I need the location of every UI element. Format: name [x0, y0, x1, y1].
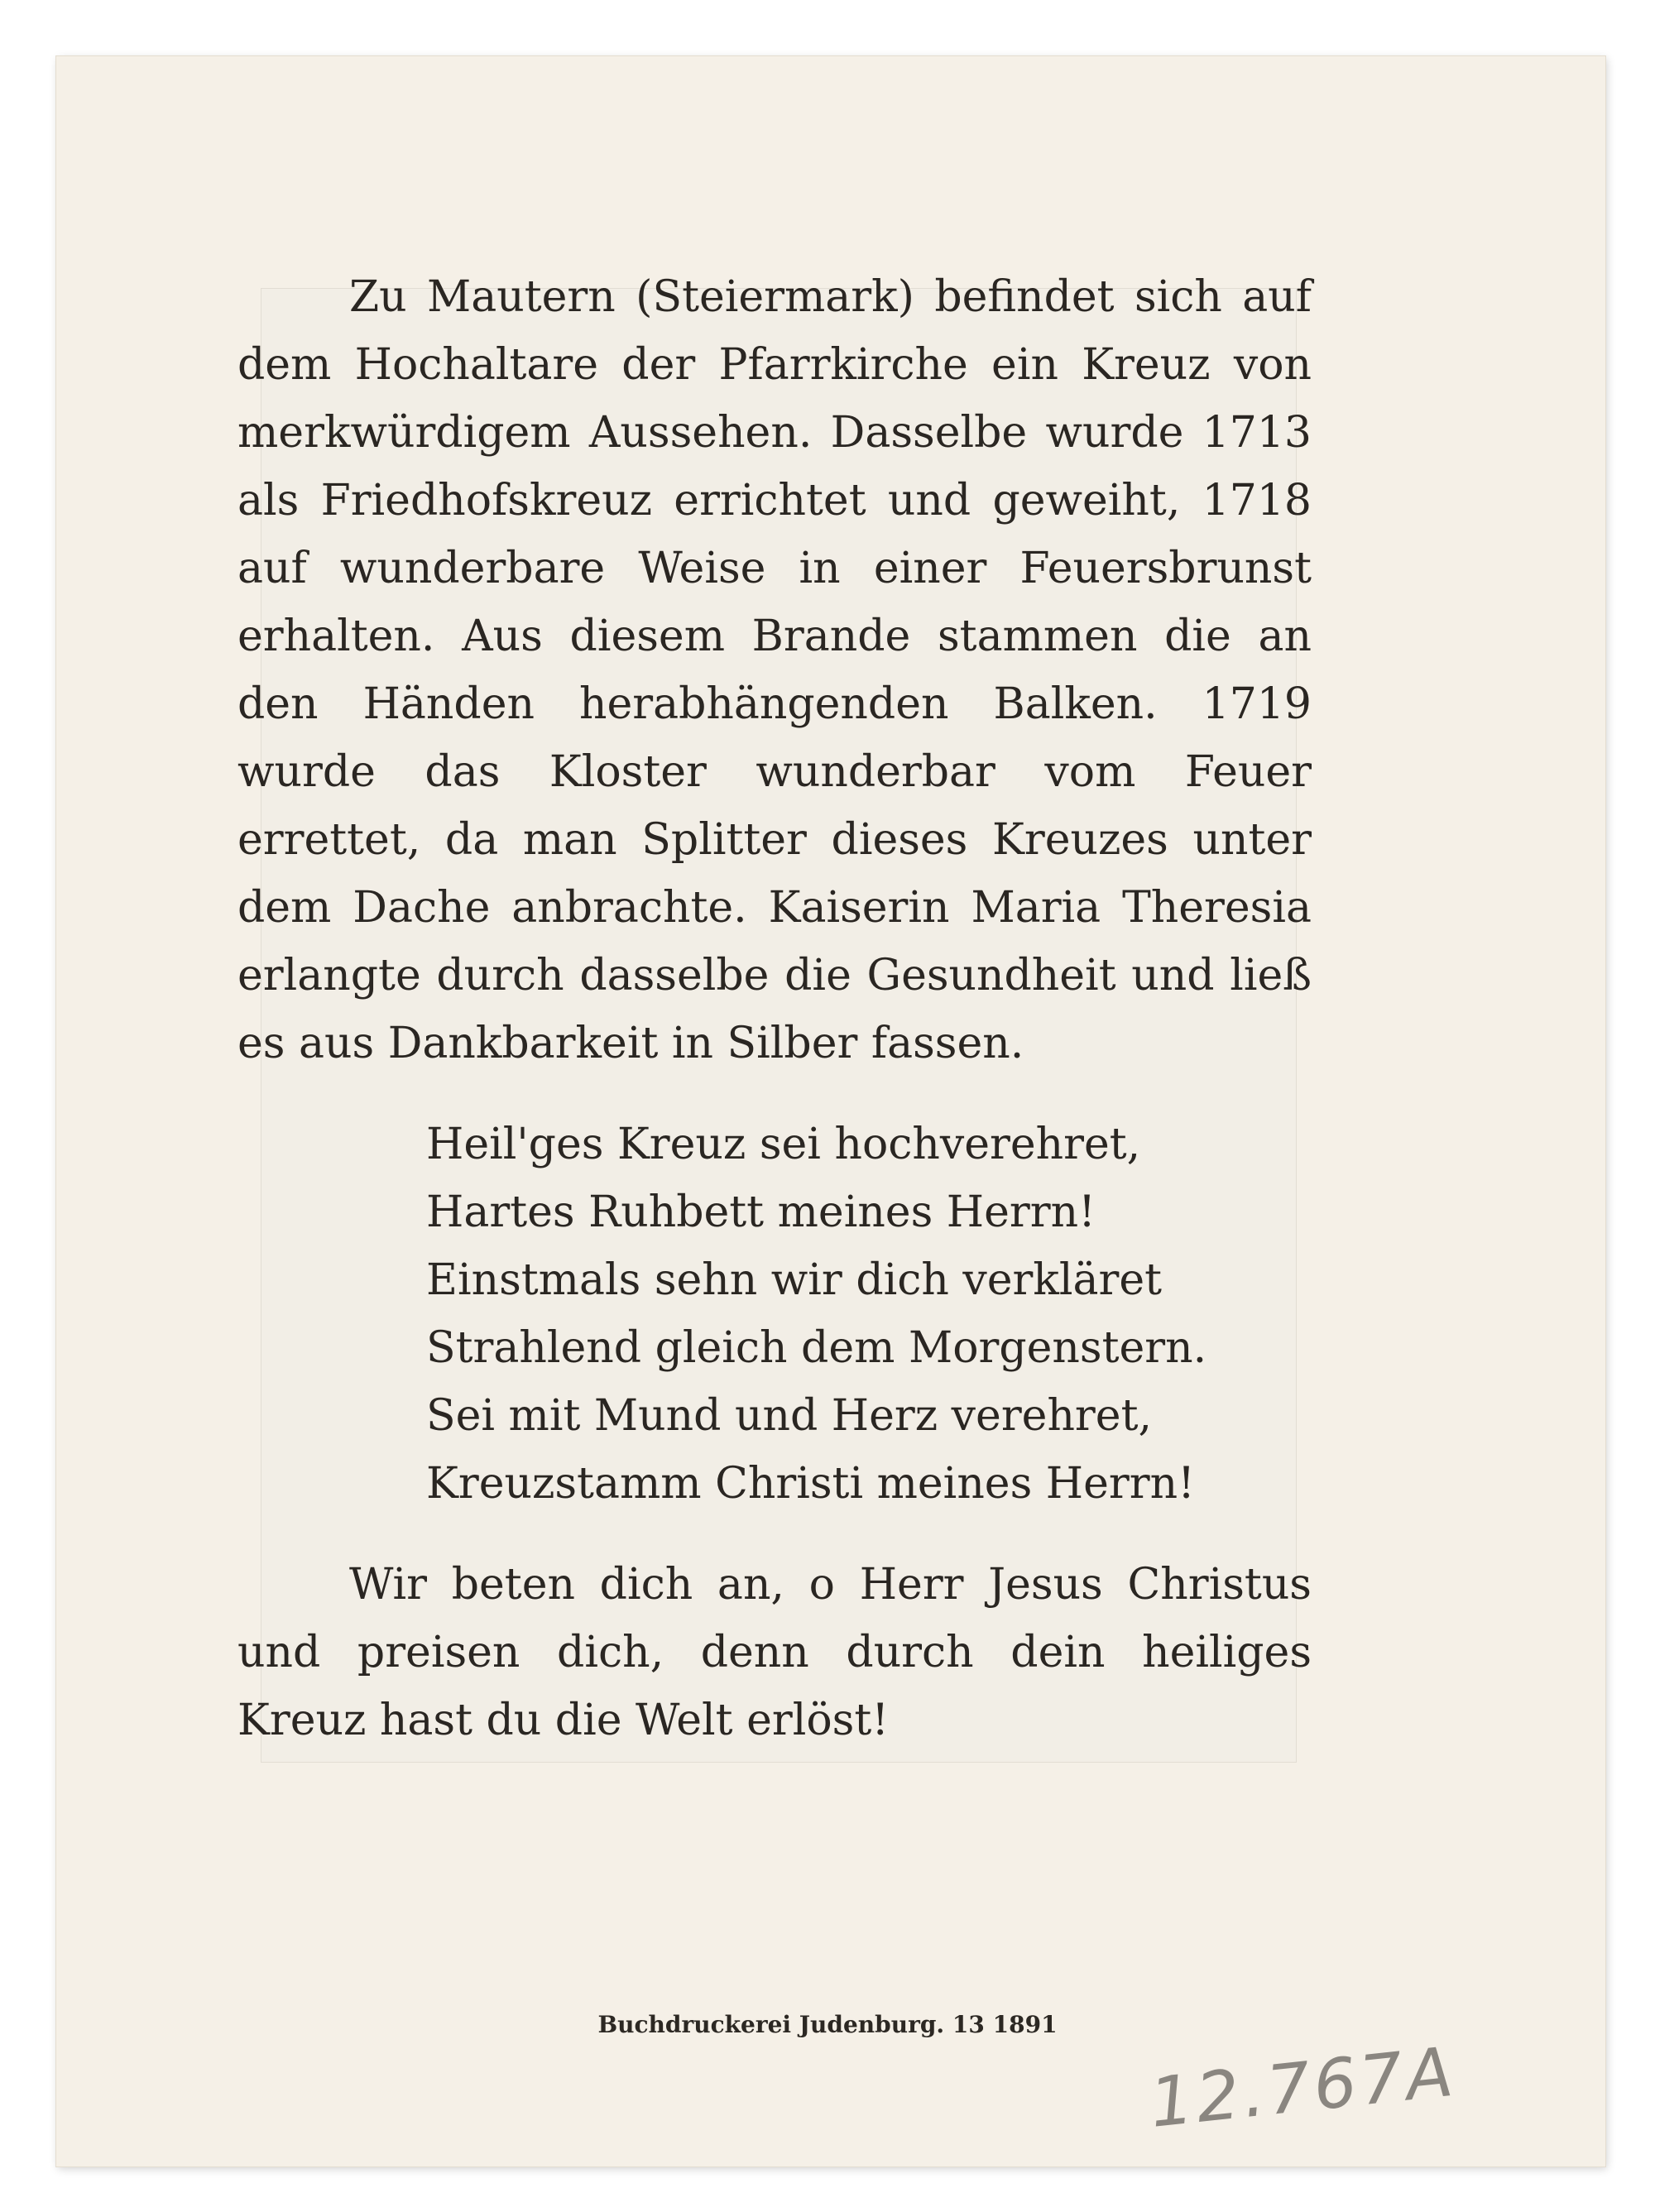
inventory-number: 12.767A	[1146, 2032, 1460, 2143]
verse-line: Einstmals sehn wir dich verkläret	[426, 1255, 1163, 1305]
intro-paragraph: Zu Mautern (Steiermark) befindet sich auf dem Hochaltare der Pfarrkirche ein Kreuz von merkwürdigem Aussehen. Dasselbe wurde 1713 als Friedhofskreuz errichtet und geweiht, 1718 auf wunderbare Weise in einer Feuersbrunst erhalten. Aus diesem Brande stammen die an den Händen herabhängenden Balken. 1719 wurde das Kloster wunderbar vom Feuer errettet, da man Splitter dieses Kreuzes unter dem Dache anbrachte. Kaiserin Maria Theresia erlangte durch dasselbe die Gesundheit und ließ es aus Dankbarkeit in Silber fassen.	[237, 272, 1312, 1068]
printer-imprint: Buchdruckerei Judenburg. 13 1891	[597, 2011, 1058, 2038]
verse-line: Kreuzstamm Christi meines Herrn!	[426, 1459, 1196, 1509]
verse-line: Hartes Ruhbett meines Herrn!	[426, 1188, 1096, 1237]
verse-line: Heil'ges Kreuz sei hochverehret,	[426, 1120, 1141, 1169]
closing-paragraph: Wir beten dich an, o Herr Jesus Christus und preisen dich, denn durch dein heiliges Kreuz hast du die Welt erlöst!	[237, 1560, 1312, 1745]
prayer-text-block	[237, 263, 1312, 1754]
verse-line: Sei mit Mund und Herz verehret,	[426, 1391, 1152, 1441]
verse-line: Strahlend gleich dem Morgenstern.	[426, 1323, 1207, 1373]
verse-block	[426, 1111, 1312, 1518]
